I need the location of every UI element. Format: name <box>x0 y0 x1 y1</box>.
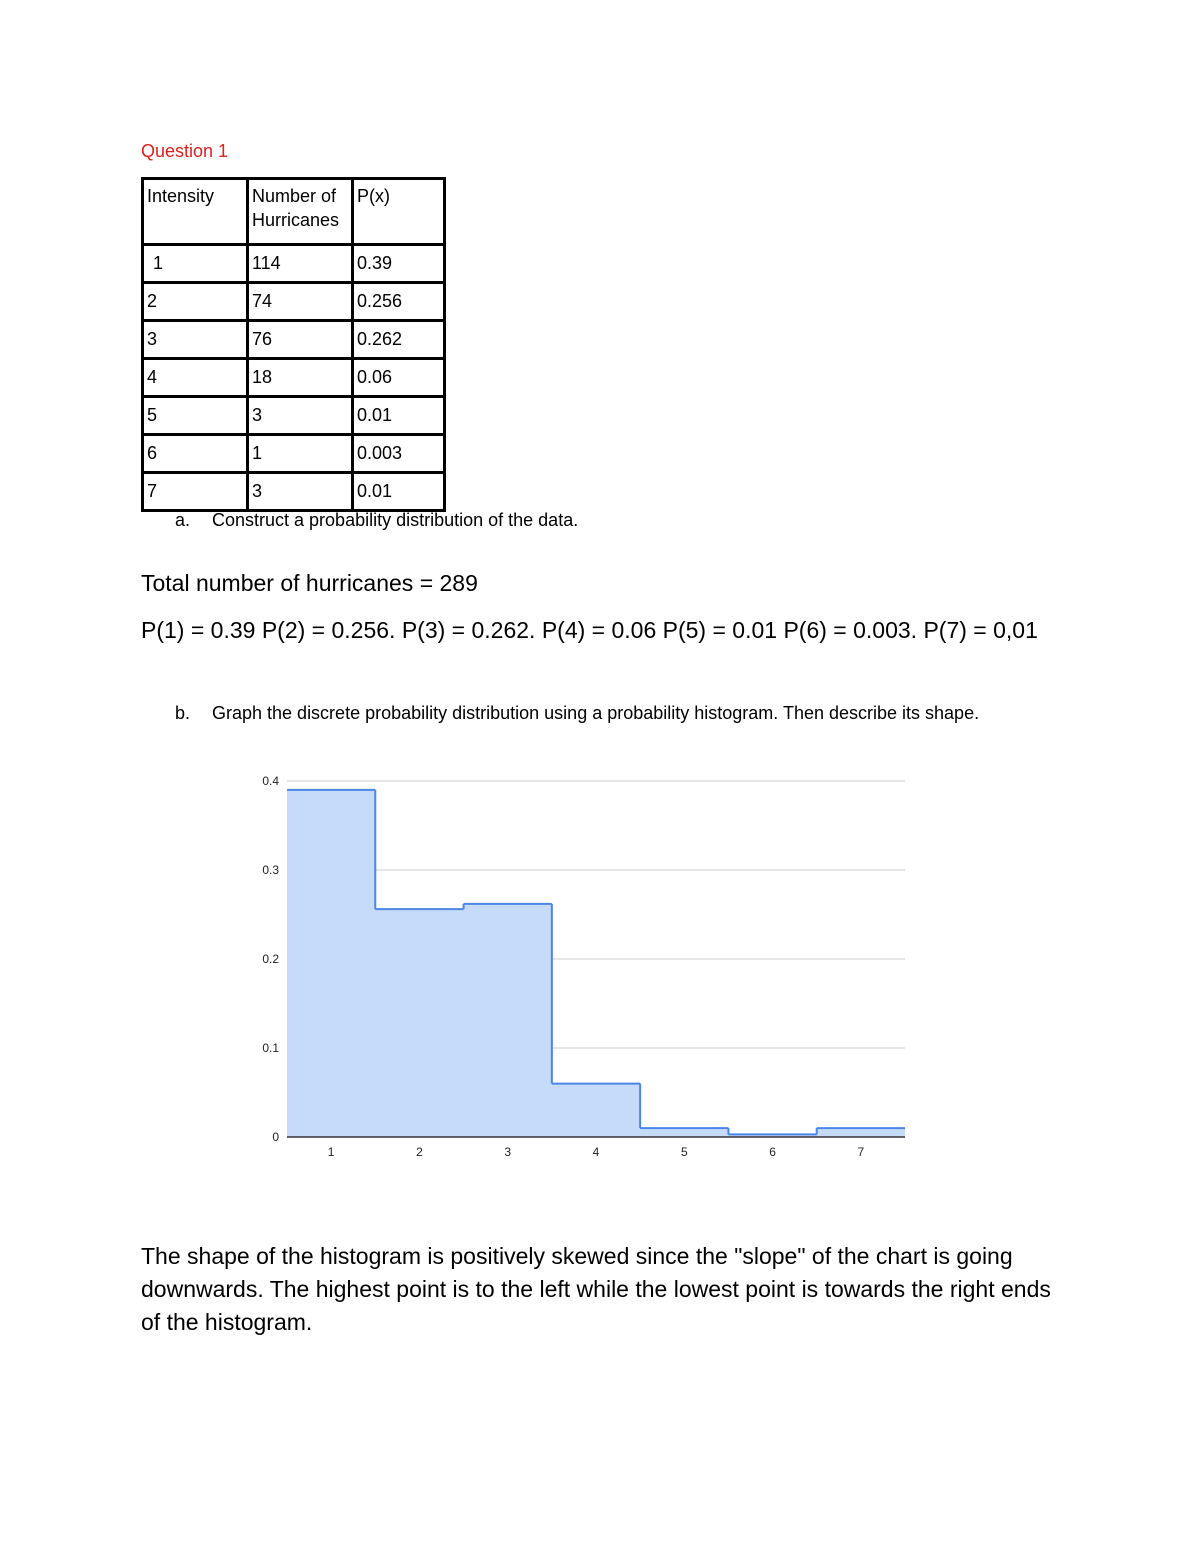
table-row <box>143 435 445 473</box>
total-hurricanes-line: Total number of hurricanes = 289 <box>141 570 478 596</box>
x-tick-label: 1 <box>327 1145 335 1159</box>
probabilities-line: P(1) = 0.39 P(2) = 0.256. P(3) = 0.262. P(4) = 0.06 P(5) = 0.01 P(6) = 0.003. P(7) = 0,01 <box>141 617 1038 643</box>
cell-intensity: 1 <box>143 245 248 283</box>
probability-table <box>141 177 446 512</box>
table-row <box>143 473 445 511</box>
header-intensity: Intensity <box>143 179 248 245</box>
table-row <box>143 359 445 397</box>
part-a-instruction: Construct a probability distribution of the data. <box>212 510 579 530</box>
y-tick-label: 0.4 <box>262 774 279 788</box>
cell-count: 3 <box>248 473 353 511</box>
table-row <box>143 283 445 321</box>
part-a-letter: a. <box>175 510 191 530</box>
part-b-instruction: Graph the discrete probability distribution using a probability histogram. Then describe its shape. <box>212 703 980 723</box>
table-row <box>143 321 445 359</box>
part-b-letter: b. <box>175 703 191 723</box>
table-row <box>143 245 445 283</box>
cell-intensity: 7 <box>143 473 248 511</box>
y-tick-label: 0.3 <box>262 863 279 877</box>
cell-probability: 0.262 <box>353 321 445 359</box>
y-tick-label: 0.2 <box>262 952 279 966</box>
conclusion-paragraph: The shape of the histogram is positively skewed since the "slope" of the chart is going downwards. The highest point is to the left while the lowest point is towards the right ends of the histogram. <box>141 1243 1051 1335</box>
cell-count: 18 <box>248 359 353 397</box>
cell-intensity: 5 <box>143 397 248 435</box>
cell-probability: 0.256 <box>353 283 445 321</box>
cell-probability: 0.01 <box>353 473 445 511</box>
cell-probability: 0.06 <box>353 359 445 397</box>
y-tick-label: 0 <box>272 1130 279 1144</box>
cell-probability: 0.01 <box>353 397 445 435</box>
cell-probability: 0.39 <box>353 245 445 283</box>
x-tick-label: 6 <box>769 1145 776 1159</box>
cell-intensity: 3 <box>143 321 248 359</box>
cell-probability: 0.003 <box>353 435 445 473</box>
question-title: Question 1 <box>141 141 229 161</box>
y-tick-label: 0.1 <box>262 1041 279 1055</box>
cell-count: 76 <box>248 321 353 359</box>
x-tick-label: 5 <box>680 1145 688 1159</box>
cell-count: 1 <box>248 435 353 473</box>
cell-count: 3 <box>248 397 353 435</box>
table-row <box>143 397 445 435</box>
cell-intensity: 4 <box>143 359 248 397</box>
cell-intensity: 6 <box>143 435 248 473</box>
cell-intensity: 2 <box>143 283 248 321</box>
x-tick-label: 7 <box>857 1145 865 1159</box>
cell-count: 114 <box>248 245 353 283</box>
series-area-fill <box>287 790 905 1137</box>
cell-count: 74 <box>248 283 353 321</box>
header-number-of-hurricanes: Number of Hurricanes <box>248 179 353 245</box>
x-tick-label: 2 <box>416 1145 423 1159</box>
x-tick-label: 3 <box>504 1145 512 1159</box>
x-tick-label: 4 <box>592 1145 600 1159</box>
table-header-row <box>143 179 445 245</box>
header-px: P(x) <box>353 179 445 245</box>
probability-histogram <box>240 765 920 1175</box>
